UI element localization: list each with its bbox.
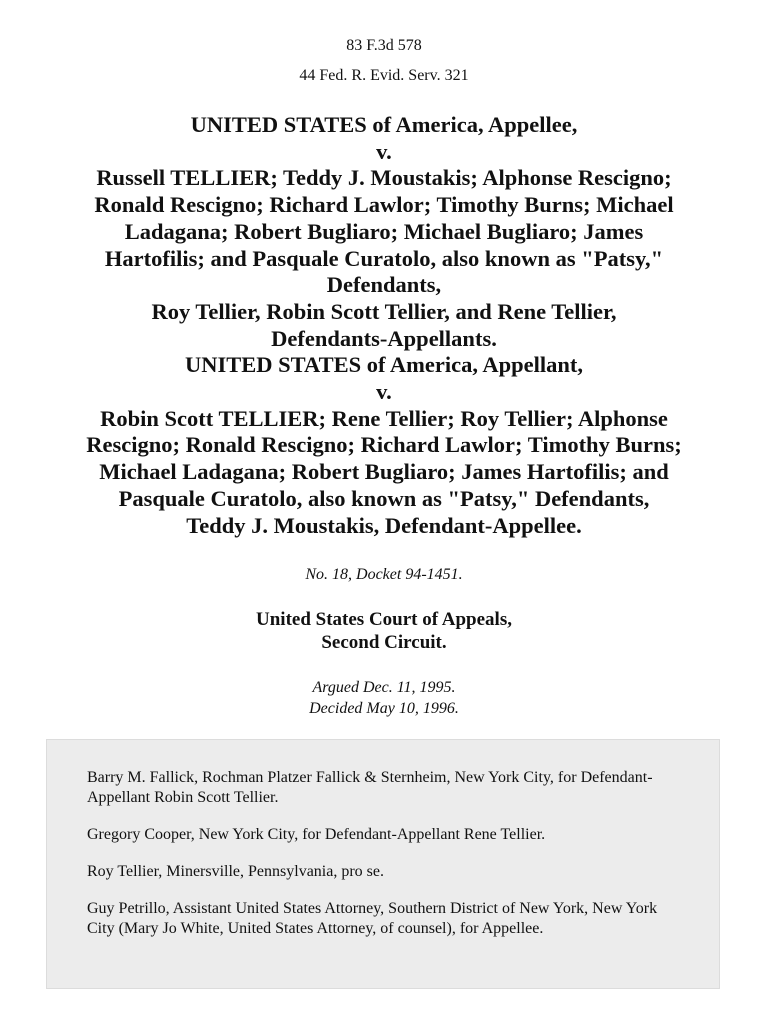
- evidence-service-citation: 44 Fed. R. Evid. Serv. 321: [299, 67, 469, 84]
- court-name: [0, 608, 768, 654]
- case-caption: [40, 112, 728, 539]
- docket-number: No. 18, Docket 94-1451.: [305, 566, 463, 583]
- caption-line: UNITED STATES of America, Appellee,: [190, 112, 578, 137]
- caption-line: UNITED STATES of America, Appellant,: [185, 352, 583, 378]
- caption-line: Robin Scott TELLIER; Rene Tellier; Roy Tellier; Alphonse: [100, 405, 668, 431]
- caption-line: Roy Tellier, Robin Scott Tellier, and Rene Tellier,: [151, 298, 617, 324]
- counsel-entry: Guy Petrillo, Assistant United States Attorney, Southern District of New York, New York City (Mary Jo White, United States Attorney, of counsel), for Appellee.: [87, 900, 658, 937]
- caption-line: v.: [376, 138, 392, 164]
- court-name-line-1: United States Court of Appeals,: [256, 609, 512, 630]
- caption-line: Ronald Rescigno; Richard Lawlor; Timothy Burns; Michael: [94, 192, 674, 218]
- caption-line: Russell TELLIER; Teddy J. Moustakis; Alphonse Rescigno;: [96, 165, 672, 191]
- caption-line: v.: [376, 379, 392, 405]
- caption-line: Hartofilis; and Pasquale Curatolo, also known as "Patsy,": [104, 245, 664, 271]
- counsel-entry: Gregory Cooper, New York City, for Defendant-Appellant Rene Tellier.: [87, 826, 546, 843]
- caption-line: Defendants,: [326, 272, 442, 298]
- caption-line: Teddy J. Moustakis, Defendant-Appellee.: [186, 512, 582, 538]
- reporter-citation: 83 F.3d 578: [346, 37, 422, 54]
- argued-date: Argued Dec. 11, 1995.: [312, 679, 456, 696]
- counsel-entry: Barry M. Fallick, Rochman Platzer Fallick & Sternheim, New York City, for Defendant-Appellant Robin Scott Tellier.: [87, 769, 653, 806]
- case-dates: [0, 677, 768, 719]
- caption-line: Defendants-Appellants.: [271, 325, 497, 351]
- counsel-entry: Roy Tellier, Minersville, Pennsylvania, pro se.: [87, 863, 385, 880]
- caption-line: Ladagana; Robert Bugliaro; Michael Bugliaro; James: [124, 218, 644, 244]
- caption-line: Rescigno; Ronald Rescigno; Richard Lawlor; Timothy Burns;: [86, 432, 682, 458]
- caption-line: Pasquale Curatolo, also known as "Patsy," Defendants,: [118, 485, 650, 511]
- decided-date: Decided May 10, 1996.: [309, 700, 459, 717]
- counsel-section: [46, 739, 720, 989]
- caption-line: Michael Ladagana; Robert Bugliaro; James Hartofilis; and: [99, 459, 669, 485]
- court-name-line-2: Second Circuit.: [321, 632, 447, 653]
